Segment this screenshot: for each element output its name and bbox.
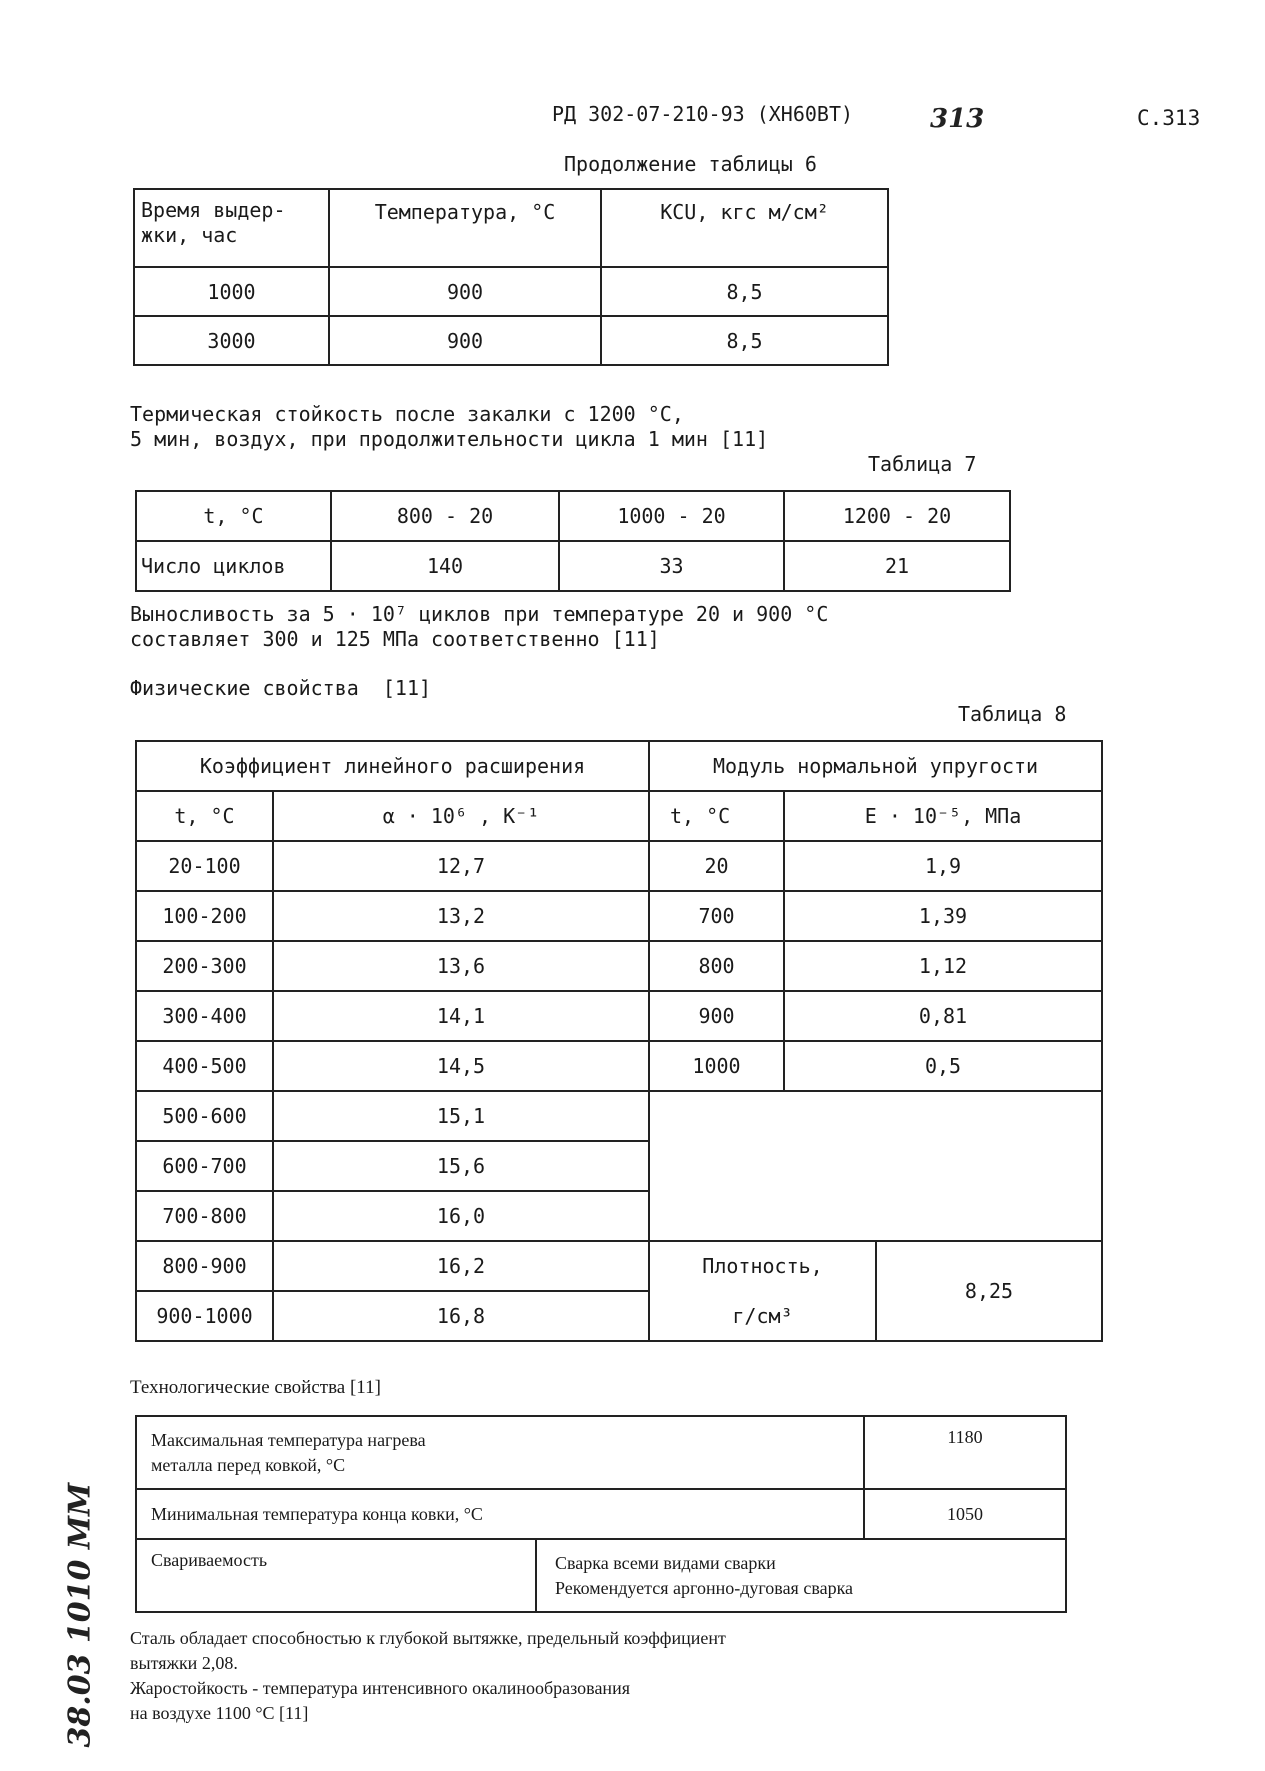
table8-modulus: 1,9 bbox=[784, 841, 1102, 891]
table8-col-t1: t, °С bbox=[136, 791, 273, 841]
table8-range: 700-800 bbox=[136, 1191, 273, 1241]
handwritten-page-mark: 313 bbox=[930, 104, 985, 134]
table8-alpha: 15,6 bbox=[273, 1141, 649, 1191]
table7-cell: 140 bbox=[331, 541, 559, 591]
table6-cell: 8,5 bbox=[601, 316, 888, 365]
thermal-stability-text: Термическая стойкость после закалки с 1200 °С, 5 мин, воздух, при продолжительности цикла 1 мин [11] bbox=[130, 402, 769, 451]
physical-properties-heading: Физические свойства [11] bbox=[130, 676, 432, 700]
table8-range: 200-300 bbox=[136, 941, 273, 991]
table8 bbox=[135, 740, 1103, 1342]
margin-handwritten-note: 38.03 1010 ММ bbox=[62, 1482, 98, 1748]
tech-table bbox=[135, 1415, 1067, 1613]
tech-label: Свариваемость bbox=[136, 1539, 536, 1612]
document-code: РД 302-07-210-93 (ХН60ВТ) bbox=[552, 102, 854, 126]
table8-temp: 20 bbox=[649, 841, 784, 891]
table8-range: 600-700 bbox=[136, 1141, 273, 1191]
table6-cell: 8,5 bbox=[601, 267, 888, 316]
table7 bbox=[135, 490, 1011, 592]
table6-cell: 3000 bbox=[134, 316, 329, 365]
tech-value: 1050 bbox=[864, 1489, 1066, 1539]
table7-cell: 21 bbox=[784, 541, 1010, 591]
tech-label: Минимальная температура конца ковки, °С bbox=[136, 1489, 864, 1539]
table8-modulus: 0,81 bbox=[784, 991, 1102, 1041]
table8-range: 20-100 bbox=[136, 841, 273, 891]
table8-col-e: Е · 10⁻⁵, МПа bbox=[784, 791, 1102, 841]
table6-cell: 1000 bbox=[134, 267, 329, 316]
tech-value: Сварка всеми видами сварки Рекомендуется аргонно-дуговая сварка bbox=[536, 1539, 1066, 1612]
table8-range: 100-200 bbox=[136, 891, 273, 941]
table8-range: 300-400 bbox=[136, 991, 273, 1041]
table8-density-label: Плотность, г/см³ bbox=[649, 1241, 876, 1341]
table8-alpha: 13,2 bbox=[273, 891, 649, 941]
table8-alpha: 16,8 bbox=[273, 1291, 649, 1341]
table7-header: 1200 - 20 bbox=[784, 491, 1010, 541]
page-number: С.313 bbox=[1137, 106, 1201, 130]
table6-cell: 900 bbox=[329, 316, 601, 365]
table8-density-value: 8,25 bbox=[876, 1241, 1102, 1341]
table7-header-t: t, °С bbox=[136, 491, 331, 541]
table8-temp: 1000 bbox=[649, 1041, 784, 1091]
table8-temp: 800 bbox=[649, 941, 784, 991]
tech-label: Максимальная температура нагрева металла перед ковкой, °С bbox=[136, 1416, 864, 1489]
table8-modulus: 1,12 bbox=[784, 941, 1102, 991]
table8-range: 400-500 bbox=[136, 1041, 273, 1091]
table7-row-label: Число циклов bbox=[136, 541, 331, 591]
table8-modulus: 0,5 bbox=[784, 1041, 1102, 1091]
table8-group-modulus: Модуль нормальной упругости bbox=[649, 741, 1102, 791]
table6-header-kcu: KCU, кгс м/см² bbox=[601, 189, 888, 267]
table6 bbox=[133, 188, 889, 366]
table7-caption: Таблица 7 bbox=[868, 452, 977, 476]
table8-alpha: 16,0 bbox=[273, 1191, 649, 1241]
table6-caption: Продолжение таблицы 6 bbox=[564, 152, 817, 176]
table8-temp: 700 bbox=[649, 891, 784, 941]
table8-range: 900-1000 bbox=[136, 1291, 273, 1341]
table7-header: 800 - 20 bbox=[331, 491, 559, 541]
table8-alpha: 12,7 bbox=[273, 841, 649, 891]
table8-alpha: 14,5 bbox=[273, 1041, 649, 1091]
table8-group-expansion: Коэффициент линейного расширения bbox=[136, 741, 649, 791]
table7-cell: 33 bbox=[559, 541, 784, 591]
table8-temp: 900 bbox=[649, 991, 784, 1041]
tech-properties-heading: Технологические свойства [11] bbox=[130, 1377, 381, 1398]
table8-alpha: 13,6 bbox=[273, 941, 649, 991]
table8-alpha: 14,1 bbox=[273, 991, 649, 1041]
table8-range: 800-900 bbox=[136, 1241, 273, 1291]
table8-alpha: 15,1 bbox=[273, 1091, 649, 1141]
table6-header-temperature: Температура, °С bbox=[329, 189, 601, 267]
table8-range: 500-600 bbox=[136, 1091, 273, 1141]
table8-col-t2: t, °С bbox=[649, 791, 784, 841]
closing-text: Сталь обладает способностью к глубокой вытяжке, предельный коэффициент вытяжки 2,08. Жаростойкость - температура интенсивного окалинообразования на воздухе 1100 °С [11] bbox=[130, 1628, 726, 1723]
table8-alpha: 16,2 bbox=[273, 1241, 649, 1291]
table8-modulus: 1,39 bbox=[784, 891, 1102, 941]
table6-cell: 900 bbox=[329, 267, 601, 316]
table8-col-alpha: α · 10⁶ , К⁻¹ bbox=[273, 791, 649, 841]
tech-value: 1180 bbox=[864, 1416, 1066, 1489]
table6-header-time: Время выдер- жки, час bbox=[134, 189, 329, 267]
table8-caption: Таблица 8 bbox=[958, 702, 1067, 726]
table7-header: 1000 - 20 bbox=[559, 491, 784, 541]
endurance-text: Выносливость за 5 · 10⁷ циклов при температуре 20 и 900 °С составляет 300 и 125 МПа соответственно [11] bbox=[130, 602, 829, 651]
table8-empty-cell bbox=[649, 1091, 1102, 1241]
